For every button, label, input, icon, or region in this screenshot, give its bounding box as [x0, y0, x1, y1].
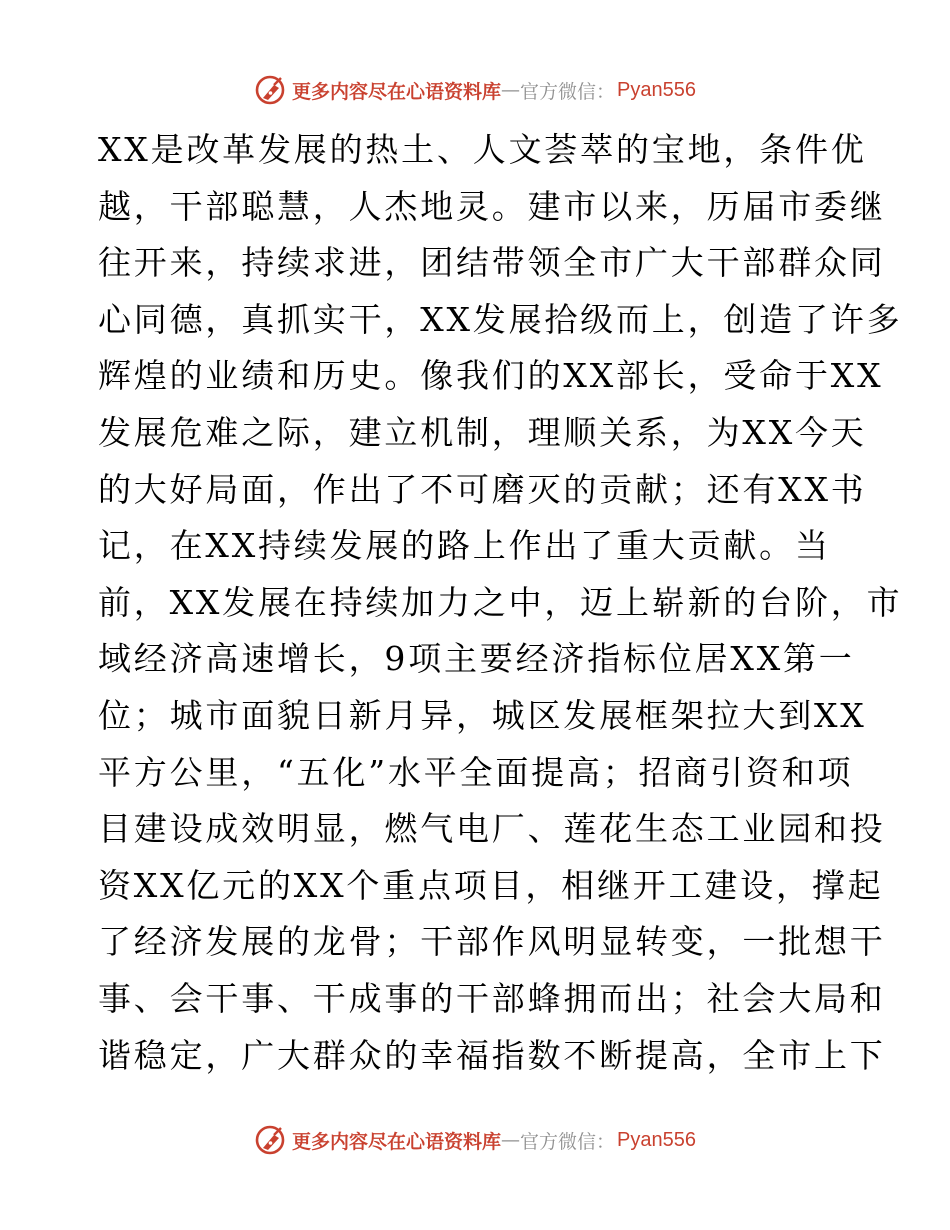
document-body [98, 122, 903, 1084]
body-line: 资XX亿元的XX个重点项目，相继开工建设，撑起 [98, 865, 884, 905]
watermark-wechat-id: Pyan556 [617, 1128, 696, 1151]
pen-nib-circle-icon [254, 1123, 288, 1157]
header-watermark [0, 70, 950, 110]
body-line: 前，XX发展在持续加力之中，迈上崭新的台阶，市 [98, 582, 903, 622]
body-line: 往开来，持续求进，团结带领全市广大干部群众同 [98, 243, 886, 283]
watermark-separator: — [501, 1129, 521, 1151]
body-line: 谐稳定，广大群众的幸福指数不断提高，全市上下 [98, 1035, 886, 1075]
body-line: 辉煌的业绩和历史。像我们的XX部长，受命于XX [98, 356, 884, 396]
body-line: 心同德，真抓实干，XX发展拾级而上，创造了许多 [98, 299, 903, 339]
body-line: 域经济高速增长，9项主要经济指标位居XX第一 [98, 639, 855, 679]
watermark-main-text: 更多内容尽在心语资料库 [292, 1130, 502, 1153]
body-line: 发展危难之际，建立机制，理顺关系，为XX今天 [98, 412, 867, 452]
watermark-wechat-id: Pyan556 [617, 78, 696, 101]
footer-watermark [0, 1120, 950, 1160]
watermark-wechat-label: 官方微信： [520, 80, 616, 103]
body-line: 事、会干事、干成事的干部蜂拥而出；社会大局和 [98, 978, 886, 1018]
body-line: 的大好局面，作出了不可磨灭的贡献；还有XX书 [98, 469, 867, 509]
body-line: 了经济发展的龙骨；干部作风明显转变，一批想干 [98, 922, 886, 962]
body-line: 位；城市面貌日新月异，城区发展框架拉大到XX [98, 695, 867, 735]
watermark-main-text: 更多内容尽在心语资料库 [292, 80, 502, 103]
body-line: 目建设成效明显，燃气电厂、莲花生态工业园和投 [98, 809, 886, 849]
body-line: XX是改革发展的热土、人文荟萃的宝地，条件优 [98, 130, 867, 169]
watermark-separator: — [501, 79, 521, 101]
body-line: 记，在XX持续发展的路上作出了重大贡献。当 [98, 526, 831, 566]
body-line: 平方公里，“五化”水平全面提高；招商引资和项 [98, 752, 854, 792]
pen-nib-circle-icon [254, 73, 288, 107]
watermark-wechat-label: 官方微信： [520, 1130, 616, 1153]
body-line: 越，干部聪慧，人杰地灵。建市以来，历届市委继 [98, 186, 886, 226]
